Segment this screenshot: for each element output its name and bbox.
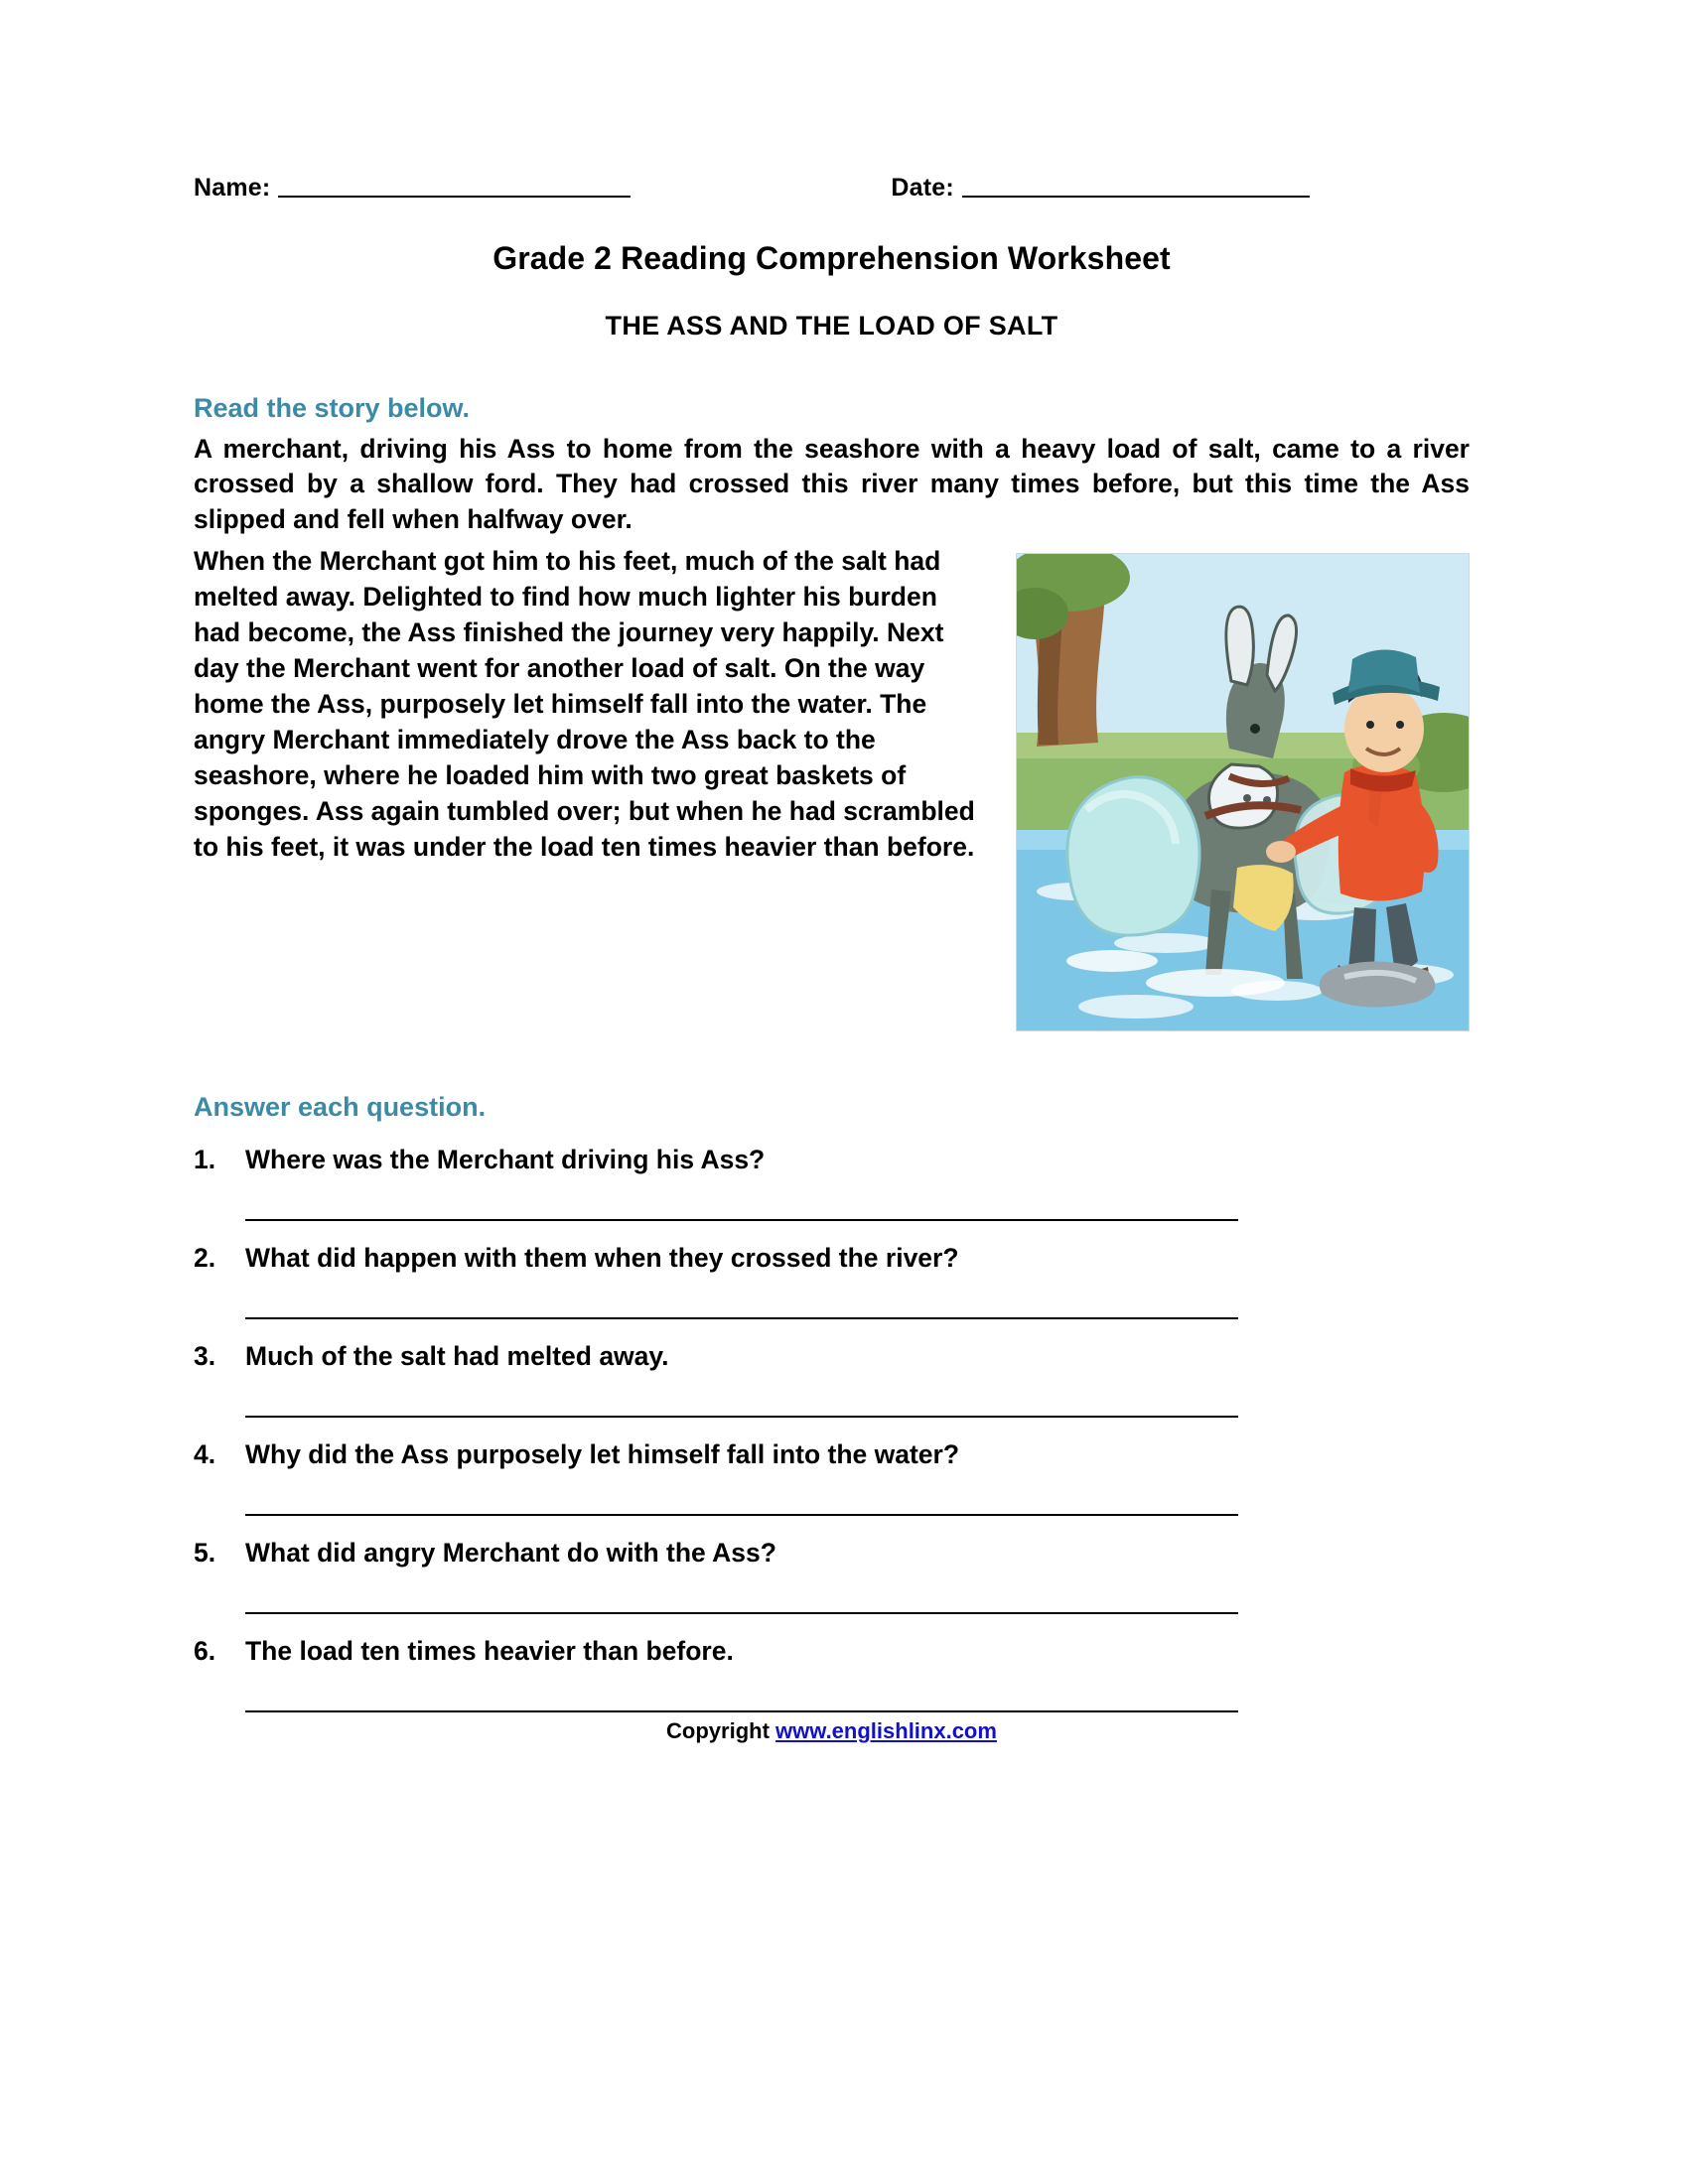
answer-line[interactable]	[245, 1569, 1238, 1614]
story-paragraph-2: When the Merchant got him to his feet, much of the salt had melted away. Delighted to find how much lighter his burden had become, the Ass finished the journey very happily. Next day the Merchant went for another load of salt. On the way home the Ass, purposely let himself fall into the water. The angry Merchant immediately drove the Ass back to the seashore, where he loaded him with two great baskets of sponges. Ass again tumbled over; but when he had scrambled to his feet, it was under the load ten times heavier than before.	[194, 546, 975, 863]
question-item	[194, 1341, 1470, 1372]
question-text: Why did the Ass purposely let himself fall into the water?	[245, 1439, 960, 1470]
answer-line[interactable]	[245, 1372, 1238, 1418]
answer-line[interactable]	[245, 1667, 1238, 1712]
question-item	[194, 1538, 1470, 1569]
question-number: 5.	[194, 1538, 216, 1569]
read-story-heading: Read the story below.	[194, 393, 471, 423]
footer-copyright	[194, 1718, 1470, 1744]
story-illustration	[1016, 553, 1470, 1031]
question-list	[194, 1145, 1470, 1712]
page-title: Grade 2 Reading Comprehension Worksheet	[492, 240, 1171, 276]
question-number: 6.	[194, 1636, 216, 1667]
story-text	[194, 432, 1470, 537]
date-field-group[interactable]	[891, 174, 1310, 203]
answer-line[interactable]	[245, 1470, 1238, 1516]
story-title: THE ASS AND THE LOAD OF SALT	[605, 311, 1058, 341]
date-write-line[interactable]	[962, 195, 1310, 198]
answer-line[interactable]	[245, 1175, 1238, 1221]
question-number: 2.	[194, 1243, 216, 1274]
date-label: Date:	[891, 174, 954, 202]
name-date-row	[194, 174, 1470, 203]
copyright-text: Copyright	[666, 1718, 776, 1744]
question-text: Much of the salt had melted away.	[245, 1341, 669, 1372]
story-paragraph-1: A merchant, driving his Ass to home from the seashore with a heavy load of salt, came to a river crossed by a shallow ford. They had crossed this river many times before, but this time the Ass slipped and fell when halfway over.	[194, 434, 1470, 534]
question-item	[194, 1439, 1470, 1470]
question-item	[194, 1636, 1470, 1667]
question-text: Where was the Merchant driving his Ass?	[245, 1145, 766, 1175]
question-item	[194, 1243, 1470, 1274]
answer-line[interactable]	[245, 1274, 1238, 1319]
story-body-with-figure	[194, 543, 1470, 1037]
question-number: 4.	[194, 1439, 216, 1470]
donkey-merchant-river-illustration	[1017, 554, 1469, 1030]
question-text: What did happen with them when they crossed the river?	[245, 1243, 959, 1274]
name-label: Name:	[194, 174, 271, 202]
question-number: 1.	[194, 1145, 216, 1175]
name-field-group[interactable]	[194, 174, 631, 203]
question-text: What did angry Merchant do with the Ass?	[245, 1538, 776, 1569]
question-item	[194, 1145, 1470, 1175]
answer-question-heading: Answer each question.	[194, 1092, 487, 1123]
question-text: The load ten times heavier than before.	[245, 1636, 734, 1667]
worksheet-content	[194, 174, 1470, 1744]
name-write-line[interactable]	[278, 195, 631, 198]
question-number: 3.	[194, 1341, 216, 1372]
englishlinx-link[interactable]: www.englishlinx.com	[775, 1718, 997, 1744]
